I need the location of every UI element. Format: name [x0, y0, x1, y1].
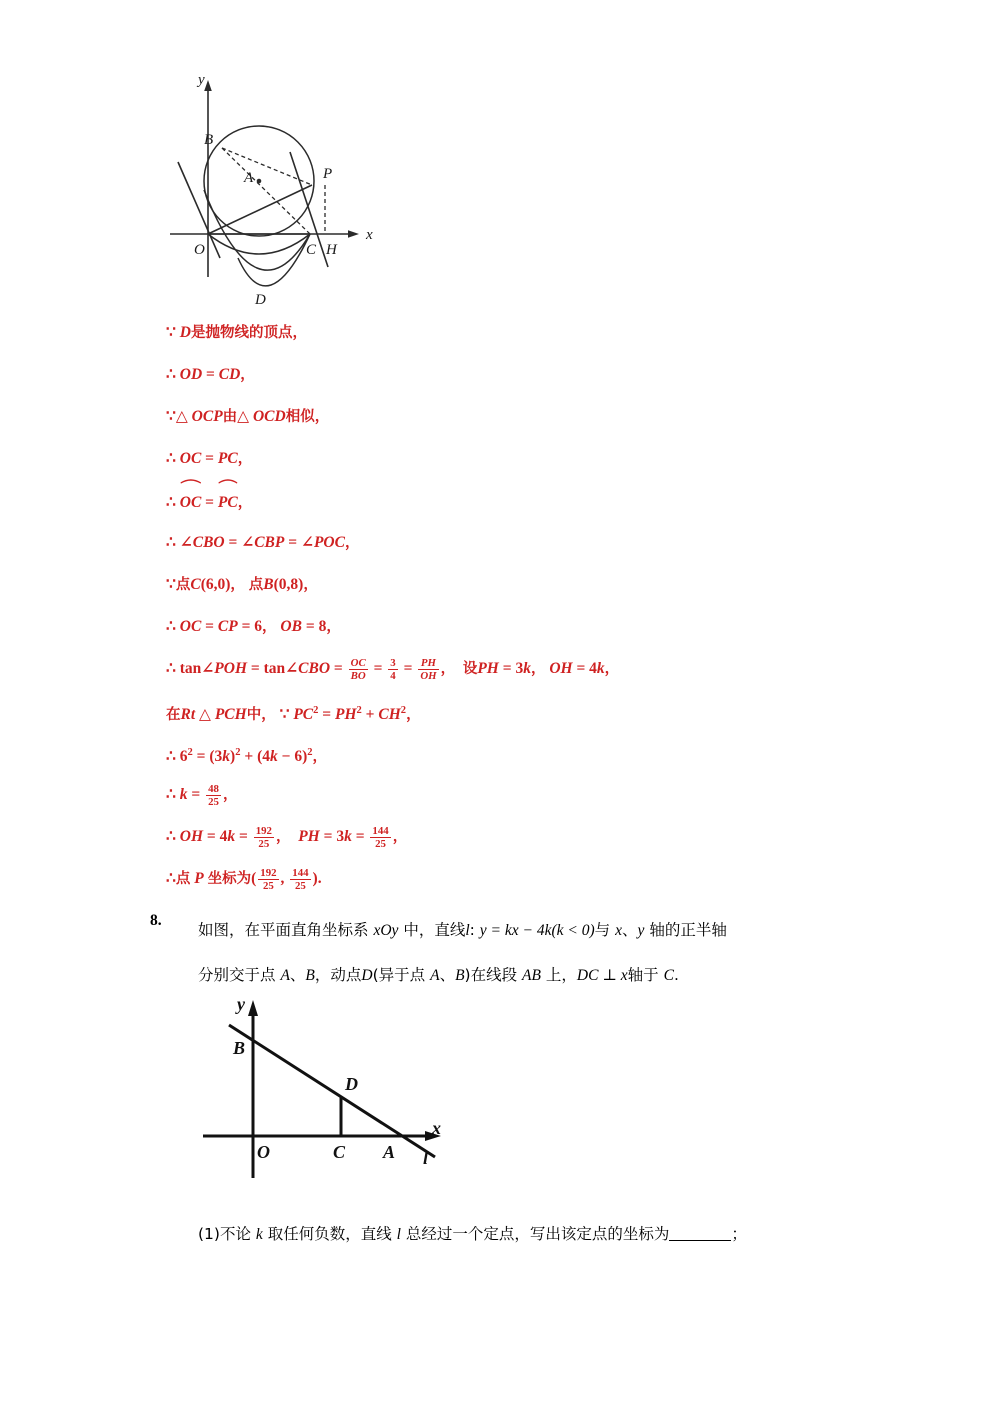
- fraction-144-25-b: $\frac{144}{25}$: [372, 824, 389, 850]
- solution-line-13: ∴ OH = 4k = $\frac{192}{25}$ ， PH = 3k = $\frac{144}{25}$ ，: [166, 824, 408, 850]
- x-axis-arrow: [348, 230, 359, 238]
- label-l: l: [423, 1148, 429, 1168]
- solution-line-6: ∴ ∠CBO = ∠CBP = ∠POC，: [166, 534, 360, 551]
- p8-l2-d: (异于点: [372, 966, 431, 984]
- problem-8-number: 8.: [150, 912, 162, 929]
- label-O: O: [194, 242, 205, 258]
- p8-l1-b: 中，直线: [398, 921, 466, 939]
- segment-OP: [208, 185, 312, 234]
- parabola-deep-left: [204, 190, 310, 270]
- fraction-144-25-p: $\frac{144}{25}$: [292, 866, 309, 892]
- p8-l2-B: B: [305, 967, 315, 984]
- point-A-dot: [257, 179, 262, 184]
- p8-l2-D: D: [361, 967, 373, 984]
- arc-glyph: [180, 477, 202, 484]
- p8-l2-b: 、: [289, 966, 306, 984]
- solution-line-8: ∴ OC = CP = 6， OB = 8，: [166, 618, 341, 635]
- solution-line-7: ∵点C(6,0)， 点B(0,8)，: [166, 576, 318, 593]
- p8-l2-AB: AB: [522, 967, 541, 984]
- label-O-2: O: [257, 1142, 270, 1162]
- p8-l2-B2: B: [455, 967, 465, 984]
- p8-l1-c: :: [469, 921, 480, 939]
- p8-l1-x: x: [615, 922, 622, 939]
- label-x-axis-2: x: [432, 1118, 441, 1138]
- p8-l2-h: 轴于: [627, 966, 664, 984]
- p8-l1-l: l: [465, 922, 470, 939]
- label-y-axis: y: [198, 72, 205, 88]
- p8-l2-C: C: [663, 967, 674, 984]
- label-D: D: [255, 292, 266, 308]
- label-B-2: B: [233, 1038, 246, 1058]
- label-D-2: D: [345, 1074, 358, 1094]
- solution-steps: [166, 312, 866, 900]
- subquestion-1: [198, 1222, 747, 1244]
- p8-l2-DC: DC ⊥: [576, 967, 621, 984]
- problem-8-line-1: [198, 908, 870, 953]
- problem-8: [150, 908, 870, 998]
- label-A: A: [244, 170, 254, 186]
- arc-PC: PC: [218, 480, 238, 524]
- solution-line-11: ∴ $6^2 = (3k)^2 + (4k - 6)^2$，: [166, 747, 328, 766]
- fraction-192-25: $\frac{192}{25}$: [255, 824, 272, 850]
- label-x-axis: x: [366, 227, 373, 243]
- solution-line-9: ∴ tan∠POH = tan∠CBO = $\frac{OC}{BO}$ = $\frac{3}{4}$ = $\frac{PH}{OH}$ ， 设PH = 3k， OH = 4k，: [166, 656, 620, 682]
- y-axis-arrow-2: [248, 1000, 258, 1016]
- fraction-192-25-p: $\frac{192}{25}$: [260, 866, 277, 892]
- label-B: B: [204, 132, 214, 148]
- sq1-suffix: ；: [731, 1225, 747, 1243]
- problem-8-statement: [198, 908, 870, 998]
- solution-line-10: 在Rt △ PCH中， ∵ $PC^2 = PH^2 + CH^2$，: [166, 705, 421, 724]
- arc-glyph: [218, 477, 238, 484]
- p8-l2-g: 上，: [540, 966, 577, 984]
- figure-one-svg: [160, 62, 420, 312]
- arc-OC: OC: [180, 480, 202, 524]
- fraction-3-4: $\frac{3}{4}$: [390, 656, 396, 682]
- solution-line-3: ∵△ OCP由△ OCD相似，: [166, 408, 330, 425]
- label-C-2: C: [333, 1142, 346, 1162]
- fraction-oc-bo: $\frac{OC}{BO}$: [350, 656, 366, 682]
- label-y-axis-2: y: [237, 994, 245, 1014]
- label-C: C: [306, 242, 317, 258]
- p8-l1-f: 轴的正半轴: [644, 921, 727, 939]
- solution-line-14: ∴点 P 坐标为( $\frac{192}{25}$ , $\frac{144}{25}$ ).: [166, 866, 322, 892]
- fraction-48-25: $\frac{48}{25}$: [208, 782, 219, 808]
- p8-l2-x: x: [620, 967, 628, 984]
- label-P: P: [323, 166, 333, 182]
- p8-l2-c: ，动点: [314, 966, 362, 984]
- figure-circle-parabola: [160, 62, 420, 312]
- sq1-mid2: 总经过一个定点，写出该定点的坐标为: [400, 1225, 670, 1243]
- p8-l2-i: .: [673, 966, 679, 984]
- p8-l1-e: 、: [621, 921, 638, 939]
- label-H: H: [326, 242, 337, 258]
- solution-line-4: ∴ OC = PC，: [166, 450, 253, 467]
- p8-l2-a: 分别交于点: [198, 966, 281, 984]
- solution-line-5: ∴ OC = PC，: [166, 480, 866, 522]
- fraction-ph-oh: $\frac{PH}{OH}$: [420, 656, 437, 682]
- parabola-shallow: [208, 234, 310, 254]
- sq1-prefix: (1)不论: [198, 1225, 256, 1243]
- p8-l1-y: y: [637, 922, 645, 939]
- p8-l2-e: 、: [439, 966, 456, 984]
- figure-two-svg: [195, 992, 485, 1182]
- p8-l1-xoy: xOy: [373, 922, 399, 939]
- figure-line-l: [195, 992, 485, 1182]
- p8-l2-f: )在线段: [464, 966, 523, 984]
- sq1-answer-blank[interactable]: [669, 1240, 731, 1241]
- solution-line-2: ∴ OD = CD，: [166, 366, 255, 383]
- solution-line-12: ∴ k = $\frac{48}{25}$ ，: [166, 782, 238, 808]
- y-axis-arrow: [204, 80, 212, 91]
- solution-line-1: ∵ D是抛物线的顶点，: [166, 324, 307, 341]
- p8-l1-a: 如图，在平面直角坐标系: [198, 921, 374, 939]
- p8-l2-A: A: [280, 967, 290, 984]
- p8-l1-d: 与: [594, 921, 616, 939]
- sq1-k: k: [255, 1226, 263, 1243]
- sq1-mid: 取任何负数，直线: [262, 1225, 397, 1243]
- p8-l2-A2: A: [430, 967, 440, 984]
- label-A-2: A: [383, 1142, 396, 1162]
- p8-l1-eq: y = kx − 4k(k < 0): [479, 922, 595, 939]
- sq1-l: l: [396, 1226, 401, 1243]
